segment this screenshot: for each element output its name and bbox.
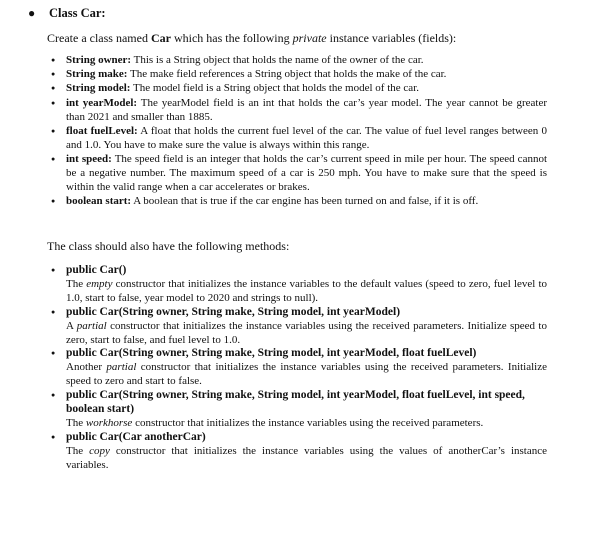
field-item <box>47 68 547 82</box>
field-name: String make: <box>66 68 128 81</box>
fields-list <box>47 54 547 209</box>
field-text: A boolean that is true if the car engine has been turned on and false, if it is off. <box>131 194 479 207</box>
method-signature: ● public Car(String owner, String make, String model, int yearModel) <box>66 305 401 318</box>
class-heading: Class Car: <box>49 6 106 20</box>
method-signature: ● public Car() <box>66 264 127 276</box>
intro-middle: which has the following <box>170 31 293 45</box>
field-text: This is a String object that holds the name of the owner of the car. <box>131 54 424 66</box>
method-description: The empty constructor that initializes the instance variables to the default values (speed to zero, fuel level to 1.0, start to false, year model to 2020 and strings to null). <box>66 277 547 304</box>
field-item <box>47 125 547 153</box>
method-signature: ● public Car(Car anotherCar) <box>66 430 206 443</box>
field-text: The model field is a String object that holds the model of the car. <box>130 82 419 95</box>
field-text: A float that holds the current fuel level of the car. The value of fuel level ranges between 0 and 1.0. You have to make sure the value is always within this range. <box>66 124 547 151</box>
method-description: Another partial constructor that initializes the instance variables using the received parameters. Initialize speed to zero and start to false. <box>66 361 547 388</box>
method-item <box>47 264 547 306</box>
method-signature: ● public Car(String owner, String make, String model, int yearModel, float fuelLevel, int speed, boolean start) <box>66 389 525 416</box>
field-name: String model: <box>66 82 131 95</box>
method-item <box>47 306 547 348</box>
method-item <box>47 347 547 389</box>
intro-emph: private <box>292 31 327 45</box>
heading-bullet-icon: ● <box>28 6 36 20</box>
methods-intro: The class should also have the following methods: <box>47 239 290 253</box>
field-item <box>47 153 547 195</box>
method-description: The copy constructor that initializes the instance variables using the values of anotherCar’s instance variables. <box>66 444 547 471</box>
field-item <box>47 82 547 96</box>
method-item <box>47 431 547 473</box>
field-text: The speed field is an integer that holds the car’s current speed in mile per hour. The speed cannot be a negative number. The maximum speed of a car is 250 mph. You have to make sure that the speed is within the valid range when a car accelerates or brakes. <box>66 152 548 193</box>
intro-after: instance variables (fields): <box>326 31 457 45</box>
field-item <box>47 54 547 68</box>
field-item <box>47 97 547 125</box>
field-item <box>47 195 547 209</box>
method-item <box>47 389 547 431</box>
method-signature: ● public Car(String owner, String make, String model, int yearModel, float fuelLevel) <box>66 347 477 360</box>
field-name: int speed: <box>66 152 112 165</box>
field-name: float fuelLevel: <box>66 124 138 137</box>
field-name: int yearModel: <box>66 96 138 109</box>
method-description: The workhorse constructor that initializes the instance variables using the received parameters. <box>66 416 484 429</box>
intro-paragraph <box>47 31 456 45</box>
intro-class-name: Car <box>150 31 171 45</box>
field-name: boolean start: <box>66 194 132 207</box>
field-name: String owner: <box>66 54 132 66</box>
intro-before: Create a class named <box>47 31 151 45</box>
field-text: The make field references a String object that holds the make of the car. <box>127 68 447 81</box>
field-text: The yearModel field is an int that holds the car’s year model. The year cannot be greater than 2021 and smaller than 1885. <box>66 96 548 123</box>
method-description: A partial constructor that initializes the instance variables using the received parameters. Initialize speed to zero, start to false, and fuel level to 1.0. <box>66 319 547 346</box>
methods-list <box>47 264 547 473</box>
